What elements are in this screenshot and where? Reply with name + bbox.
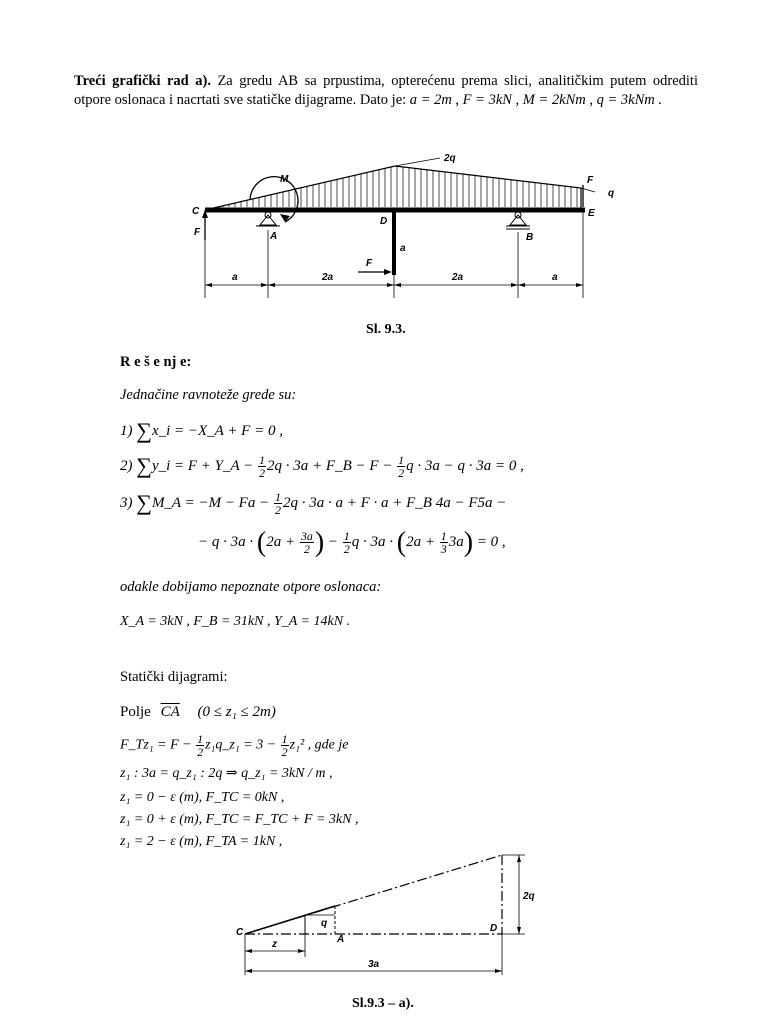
beam-figure (180, 150, 620, 315)
field-range: (0 ≤ z₁ ≤ 2m) (197, 704, 276, 720)
equation-2-pre: y_i = F + Y_A − (151, 457, 254, 474)
label-d: D (380, 216, 388, 227)
label-f-c: F (194, 227, 201, 238)
eq3b-part5: 2a + (406, 533, 435, 550)
label-2q: 2q (444, 153, 456, 164)
label-2q: 2q (523, 891, 535, 902)
label-f-d: F (366, 258, 373, 269)
force-f-d-arrowhead (384, 269, 392, 275)
label-a: A (337, 934, 345, 945)
eq3b-part1: − q · 3a · (198, 533, 254, 550)
label-3a: 3a (368, 959, 380, 970)
label-a-vertical: a (400, 243, 406, 254)
label-c: C (236, 927, 244, 938)
eq3b-part4: q · 3a · (351, 533, 394, 550)
intro-lead: Treći grafički rad a). (74, 73, 211, 89)
unknowns-intro: odakle dobijamo nepoznate otpore oslonaca: (120, 579, 382, 595)
field-equation-1: F_Tz₁ = F − $\frac{1}{2}$ z₁q_z₁ = 3 − $\frac{1}{2}$ z₁² , gde je (120, 732, 349, 759)
intro-given-2: q = 3kNm . (596, 92, 662, 108)
intro-paragraph (74, 72, 698, 110)
field-equation-5: z₁ = 2 − ε (m), F_TA = 1kN , (120, 834, 283, 849)
field-line (120, 702, 276, 722)
fig2-caption: Sl.9.3 – a). (352, 996, 414, 1011)
support-b (506, 212, 530, 229)
triangle-figure (230, 845, 550, 975)
equation-2-number: 2) (120, 457, 133, 474)
equation-2-mid: 2q · 3a + F_B − F − (267, 457, 393, 474)
intro-given-1: a = 2m , F = 3kN , M = 2kNm , (409, 92, 593, 108)
load-arrows (223, 166, 577, 207)
field-name: $\overline{CA}$ (160, 704, 180, 720)
equation-2-post: q · 3a − q · 3a = 0 , (406, 457, 524, 474)
label-q: q (321, 918, 328, 929)
equation-1-number: 1) (120, 423, 133, 439)
results: X_A = 3kN , F_B = 31kN , Y_A = 14kN . (120, 614, 351, 629)
distributed-load (205, 166, 581, 210)
equation-1-text: x_i = −X_A + F = 0 , (151, 423, 283, 439)
dim-a-left: a (232, 272, 238, 283)
line1-b: z₁q_z₁ = 3 − (205, 737, 277, 753)
moment-arrowhead (280, 214, 290, 222)
label-f-e: F (587, 175, 594, 186)
leader-2q (395, 158, 440, 166)
equation-3b: − q · 3a · (2a + $\frac{3a}{2}$ ) − $\frac{1}{2}$ q · 3a · (2a + $\frac{1}{3}$ 3a) = 0 , (198, 526, 506, 558)
diagrams-title: Statički dijagrami: (120, 669, 228, 685)
eq3b-part2: 2a + (266, 533, 296, 550)
triangle-dimensions (245, 855, 525, 975)
label-b: B (526, 232, 534, 243)
dim-a-right: a (552, 272, 558, 283)
label-q: q (608, 188, 615, 199)
fig1-caption: Sl. 9.3. (366, 322, 406, 337)
equation-2: 2) ∑y_i = F + Y_A − $\frac{1}{2}$ 2q · 3a + F_B − F − $\frac{1}{2}$ q · 3a − q · 3a = 0 , (120, 452, 524, 480)
solution-heading: R e š e nj e: (120, 354, 192, 370)
equation-3: 3) ∑M_A = −M − Fa − $\frac{1}{2}$ 2q · 3a · a + F · a + F_B 4a − F5a − (120, 489, 507, 517)
intro-body: Za gredu AB sa prpustima, opterećenu prema slici, analitičkim putem odrediti otpore oslonaca i nacrtati sve statičke dijagrame. Dato je: (74, 73, 698, 108)
label-e: E (588, 208, 595, 219)
equation-3-post: 2q · 3a · a + F · a + F_B 4a − F5a − (282, 494, 507, 511)
field-equation-3: z₁ = 0 − ε (m), F_TC = 0kN , (120, 790, 285, 805)
field-equation-2: z₁ : 3a = q_z₁ : 2q ⇒ q_z₁ = 3kN / m , (120, 766, 333, 781)
label-a: A (270, 231, 278, 242)
label-m: M (280, 174, 289, 185)
label-c: C (192, 206, 200, 217)
label-z: z (272, 939, 277, 950)
eq3b-part6: 3a (448, 533, 464, 550)
line1-c: z₁² , gde je (289, 737, 349, 753)
eq3b-part3: − (327, 533, 339, 550)
dim-2a-left: 2a (322, 272, 334, 283)
support-a (256, 212, 280, 226)
equation-3-pre: M_A = −M − Fa − (151, 494, 270, 511)
moment-arc (250, 177, 298, 222)
triangle-dimension-arrows (245, 855, 521, 973)
equation-1: 1) ∑x_i = −X_A + F = 0 , (120, 418, 283, 443)
field-equation-4: z₁ = 0 + ε (m), F_TC = F_TC + F = 3kN , (120, 812, 359, 827)
label-d: D (490, 923, 498, 934)
equilibrium-intro: Jednačine ravnoteže grede su: (120, 387, 297, 403)
field-label: Polje (120, 704, 151, 720)
equation-3-number: 3) (120, 494, 133, 511)
dim-2a-right: 2a (452, 272, 464, 283)
eq3b-part7: = 0 , (476, 533, 506, 550)
line1-a: F_Tz₁ = F − (120, 737, 192, 753)
